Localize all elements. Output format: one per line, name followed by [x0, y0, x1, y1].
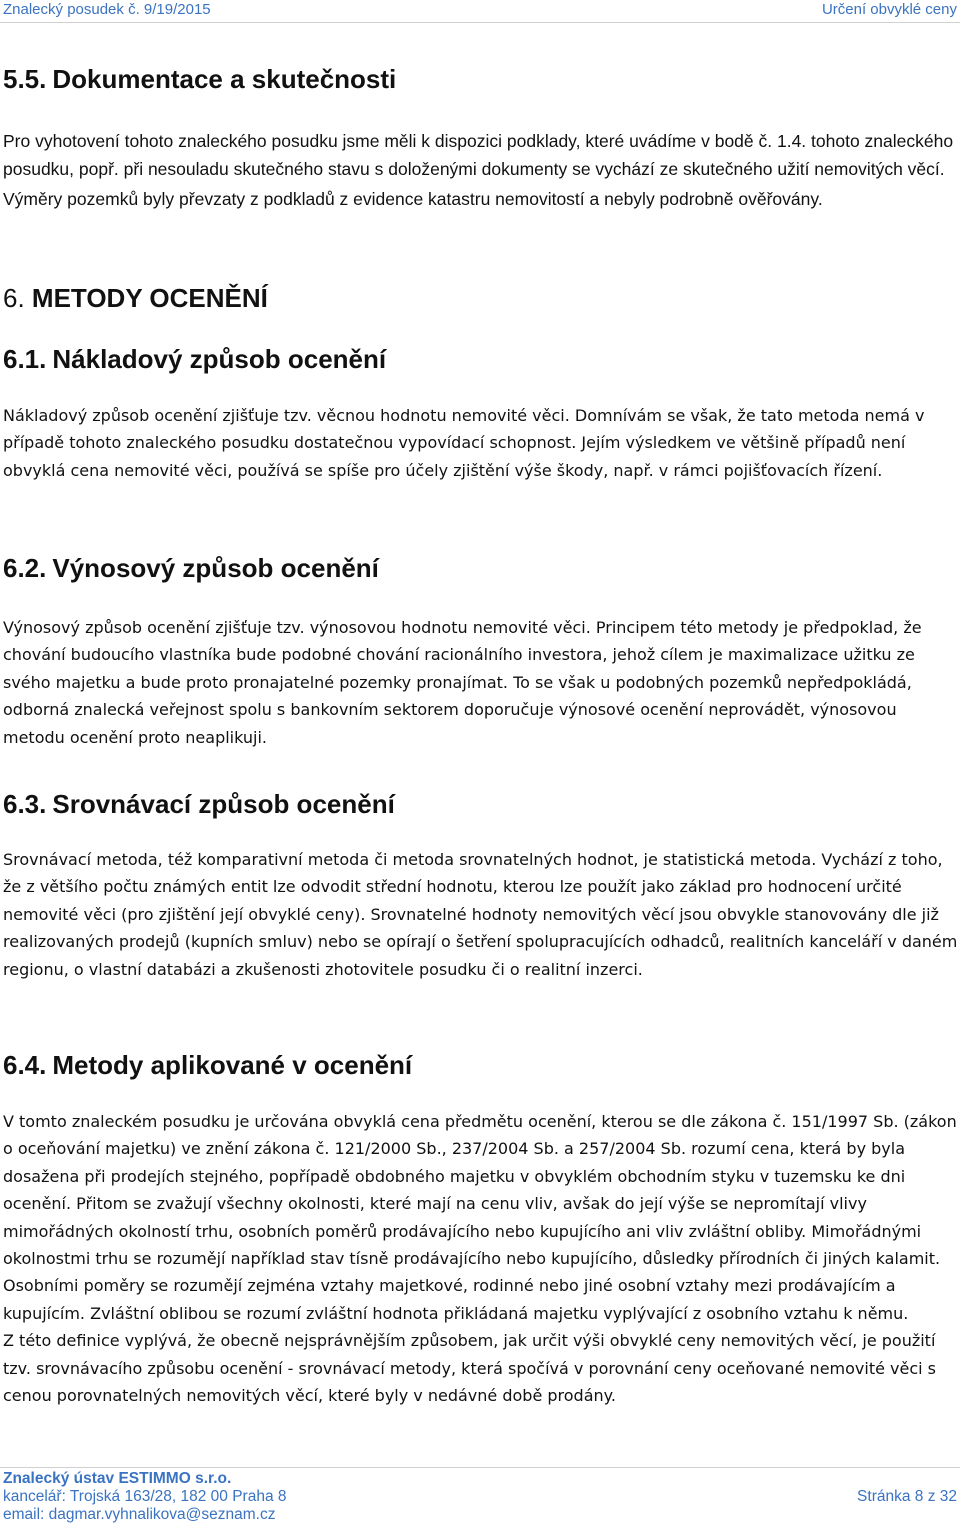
section-number: 6.1. [3, 344, 47, 374]
footer-email: email: dagmar.vyhnalikova@seznam.cz [3, 1506, 276, 1523]
footer-address: kancelář: Trojská 163/28, 182 00 Praha 8 [3, 1488, 287, 1505]
chapter-number: 6. [3, 283, 25, 313]
footer-organization: Znalecký ústav ESTIMMO s.r.o. [3, 1470, 232, 1487]
section-5-5-body [3, 128, 958, 214]
section-number: 6.3. [3, 789, 47, 819]
section-6-1-body [3, 402, 958, 484]
section-6-2-body [3, 614, 958, 751]
header-document-title: Znalecký posudek č. 9/19/2015 [3, 1, 211, 18]
section-title: Metody aplikované v ocenění [52, 1050, 413, 1080]
section-6-1-heading [3, 344, 958, 375]
paragraph: Srovnávací metoda, též komparativní metoda či metoda srovnatelných hodnot, je statistická metoda. Vychází z toho, že z většího počtu známých entit lze odvodit střední hodnotu, kterou lze použít jako základ pro hodnocení určité nemovité věci (pro zjištění její obvyklé ceny). Srovnatelné hodnoty nemovitých věcí jsou obvykle stanovovány dle již realizovaných prodejů (kupních smluv) nebo se opírají o šetření spolupracujících odhadců, realitních kanceláří v daném regionu, o vlastní databázi a zkušenosti zhotovitele posudku či o realitní inzerci. [3, 850, 958, 979]
section-6-4-body [3, 1108, 958, 1409]
section-title: Výnosový způsob ocenění [52, 553, 379, 583]
section-title: Dokumentace a skutečnosti [52, 64, 397, 94]
section-title: Srovnávací způsob ocenění [52, 789, 395, 819]
chapter-title: METODY OCENĚNÍ [31, 283, 268, 313]
footer-divider [0, 1467, 960, 1468]
section-number: 6.2. [3, 553, 47, 583]
chapter-6-heading [3, 283, 958, 314]
page-footer [3, 1470, 957, 1524]
section-6-2-heading [3, 553, 958, 584]
page-header [0, 0, 960, 22]
section-number: 6.4. [3, 1050, 47, 1080]
section-title: Nákladový způsob ocenění [52, 344, 387, 374]
page-number: Stránka 8 z 32 [857, 1488, 957, 1505]
section-5-5-heading [3, 64, 958, 95]
paragraph: Výměry pozemků byly převzaty z podkladů z evidence katastru nemovitostí a nebyly podrobně ověřovány. [3, 189, 823, 209]
paragraph: Nákladový způsob ocenění zjišťuje tzv. věcnou hodnotu nemovité věci. Domnívám se však, že tato metoda nemá v případě tohoto znaleckého posudku dostatečnou vypovídací schopnost. Jejím výsledkem ve většině případů není obvyklá cena nemovité věci, používá se spíše pro účely zjištění výše škody, např. v rámci pojišťovacích řízení. [3, 406, 925, 480]
section-6-3-body [3, 846, 958, 983]
paragraph: Pro vyhotovení tohoto znaleckého posudku jsme měli k dispozici podklady, které uvádíme v bodě č. 1.4. tohoto znaleckého posudku, popř. při nesouladu skutečného stavu s doloženými dokumenty se vychází ze skutečného užití nemovitých věcí. [3, 131, 954, 179]
header-section-title: Určení obvyklé ceny [821, 1, 957, 18]
section-6-3-heading [3, 789, 958, 820]
header-divider [0, 22, 960, 23]
section-6-4-heading [3, 1050, 958, 1081]
paragraph: Z této definice vyplývá, že obecně nejsprávnějším způsobem, jak určit výši obvyklé ceny nemovitých věcí, je použití tzv. srovnávacího způsobu ocenění - srovnávací metody, která spočívá v porovnání ceny oceňované nemovité věci s cenou porovnatelných nemovitých věcí, které byly v nedávné době prodány. [3, 1331, 936, 1406]
section-number: 5.5. [3, 64, 47, 94]
paragraph: Výnosový způsob ocenění zjišťuje tzv. výnosovou hodnotu nemovité věci. Principem této metody je předpoklad, že chování budoucího vlastníka bude podobné chování racionálního investora, jehož cílem je maximalizace užitku ze svého majetku a bude proto pronajatelné pozemky pronajímat. To se však u podobných pozemků nepředpokládá, odborná znalecká veřejnost spolu s bankovním sektorem doporučuje výnosové ocenění neprovádět, výnosovou metodu ocenění proto neaplikuji. [3, 618, 922, 747]
paragraph: V tomto znaleckém posudku je určována obvyklá cena předmětu ocenění, kterou se dle zákona č. 151/1997 Sb. (zákon o oceňování majetku) ve znění zákona č. 121/2000 Sb., 237/2004 Sb. a 257/2004 Sb. rozumí cena, která by byla dosažena při prodejích stejného, popřípadě obdobného majetku v obvyklém obchodním styku v tuzemsku ke dni ocenění. Přitom se zvažují všechny okolnosti, které mají na cenu vliv, avšak do její výše se nepromítají vlivy mimořádných okolností trhu, osobních poměrů prodávajícího nebo kupujícího ani vliv zvláštní obliby. Mimořádnými okolnostmi trhu se rozumějí například stav tísně prodávajícího nebo kupujícího, důsledky přírodních či jiných kalamit. Osobními poměry se rozumějí zejména vztahy majetkové, rodinné nebo jiné osobní vztahy mezi prodávajícím a kupujícím. Zvláštní oblibou se rozumí zvláštní hodnota přikládaná majetku vyplývající z osobního vztahu k němu. [3, 1112, 957, 1323]
